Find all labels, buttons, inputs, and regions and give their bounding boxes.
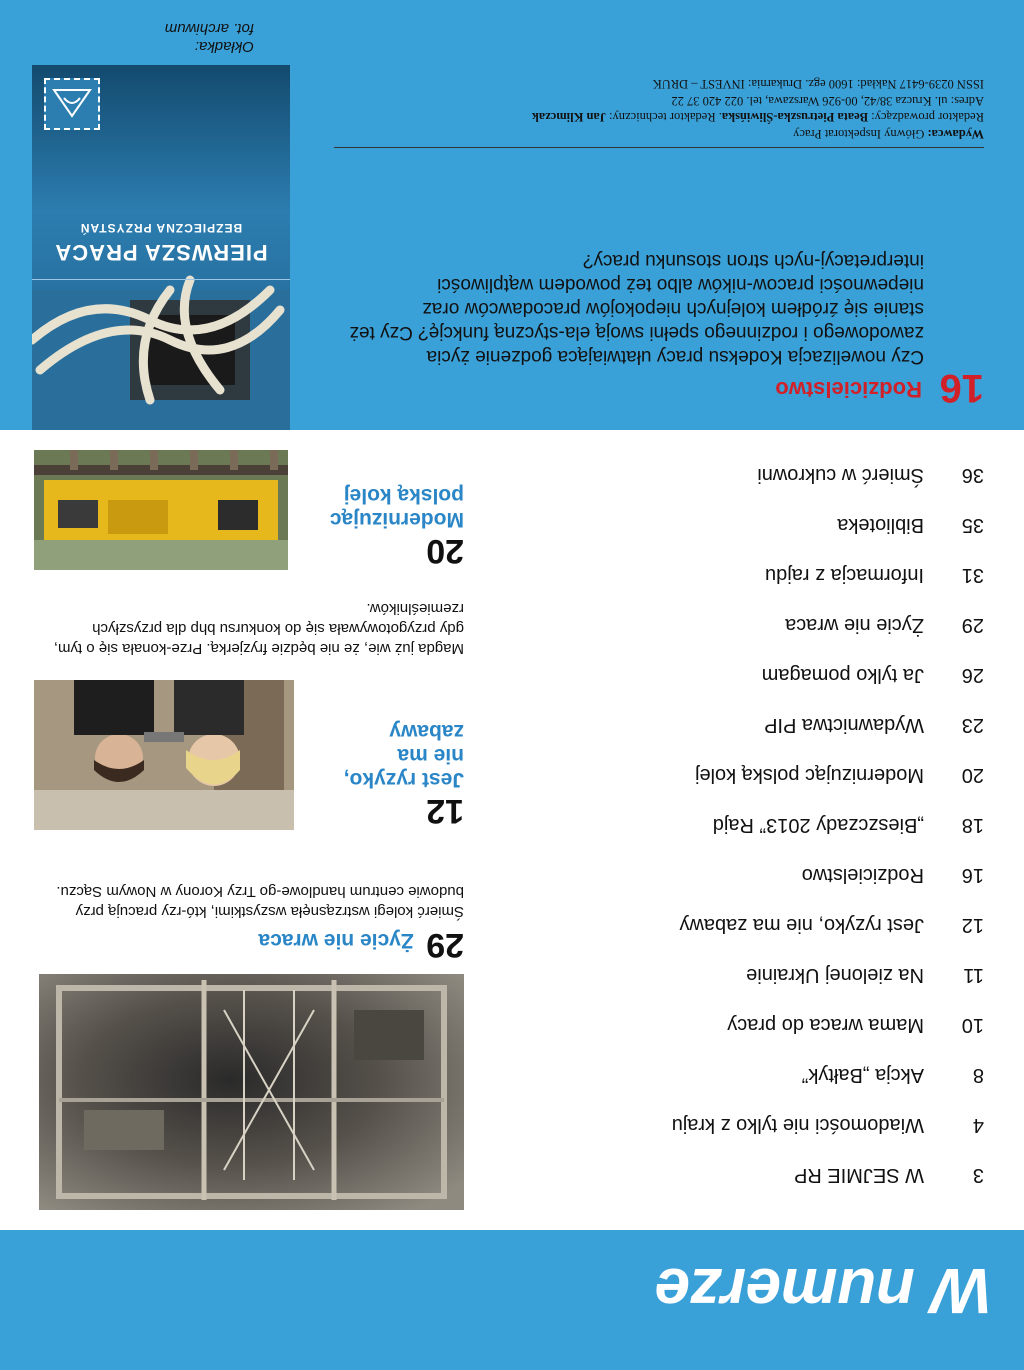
toc-page-number: 36: [961, 464, 984, 487]
imprint: Wydawca: Główny Inspektorat Pracy Redaktor prowadzący: Beata Pietruszka-Śliwińska. Redaktor techniczny: Jan Klimczak Adres: ul. Krucza 38/42, 00-926 Warszawa, tel. 022 420 37 22 ISSN 0239-6417 Nakład: 1600 egz. Drukarnia: INVEST – DRUK: [324, 76, 984, 142]
cover-image: [32, 65, 290, 430]
hairdresser-photo: [34, 680, 294, 830]
toc-title: Ja tylko pomagam: [761, 664, 924, 687]
construction-site-photo: [39, 974, 464, 1210]
editor-label: Redaktor prowadzący:: [871, 110, 984, 125]
toc-page-number: 11: [963, 964, 984, 987]
toc-page-number: 10: [961, 1014, 984, 1037]
feature-20: [34, 440, 464, 570]
toc-page-number: 12: [961, 914, 984, 937]
toc-title: Wiadomości nie tylko z kraju: [671, 1114, 924, 1137]
feature-title-line: polską kolej: [343, 484, 464, 507]
toc-page-number: 18: [961, 814, 984, 837]
toc-page-number: 26: [961, 664, 984, 687]
cover-subtitle: BEZPIECZNA PRZYSTAŃ: [79, 221, 243, 235]
tech-editor-label: Redaktor techniczny:: [609, 110, 716, 125]
toc-page-number: 4: [972, 1114, 984, 1137]
toc-page-number: 35: [961, 514, 984, 537]
toc-title: Biblioteka: [837, 514, 924, 537]
toc-page-number: 29: [961, 614, 984, 637]
toc-title: Jest ryzyko, nie ma zabawy: [679, 914, 924, 937]
toc-title: Rodzicielstwo: [801, 864, 924, 887]
toc-title: Modernizując polską kolej: [694, 764, 924, 787]
toc-title: Śmierć w cukrowni: [757, 464, 924, 487]
feature-page-number: 12: [426, 792, 464, 830]
feature-page-number: 29: [426, 926, 464, 964]
toc-page-number: 20: [961, 764, 984, 787]
editor-name: Beata Pietruszka-Śliwińska: [721, 110, 869, 125]
railway-machine-photo: [34, 450, 288, 570]
toc-page-number: 23: [961, 714, 984, 737]
cover-caption-credit: fot. archiwum: [164, 20, 254, 37]
page-title: W numerze: [655, 1255, 992, 1327]
tech-editor-name: Jan Klimczak: [531, 110, 606, 125]
toc-title: W SEJMIE RP: [793, 1164, 924, 1187]
toc-page-number: 8: [972, 1064, 984, 1087]
toc-title: Wydawnictwa PIP: [764, 714, 924, 737]
toc-title: Akcja „Bałtyk”: [801, 1064, 924, 1087]
feature-page-number: 16: [939, 366, 984, 410]
toc-title: Na zielonej Ukrainie: [746, 964, 924, 987]
toc-title: Życie nie wraca: [785, 614, 924, 637]
feature-title: Rodzicielstwo: [775, 377, 922, 402]
toc-title: Informacja z rajdu: [765, 564, 924, 587]
feature-title-line: Modernizując: [329, 508, 464, 531]
publisher-name: Główny Inspektorat Pracy: [793, 127, 925, 141]
toc-page-number: 3: [972, 1164, 984, 1187]
feature-description: Czy nowelizacja Kodeksu pracy ułatwiająca godzenie życia zawodowego i rodzinnego spełni swoją ela-styczną funkcję? Czy też stanie się źródłem kolejnych niepokojów pracodawców oraz niepewności pracow-ników albo też powodem wątpliwości interpretacyj-nych stron stosunku pracy?: [349, 250, 924, 367]
toc-page-number: 16: [961, 864, 984, 887]
cover-caption: [165, 19, 254, 55]
feature-page-number: 20: [426, 532, 464, 570]
toc-title: „Bieszczady 2013” Rajd: [712, 814, 924, 837]
feature-title-line: Jest ryzyko,: [343, 768, 464, 791]
address: Adres: ul. Krucza 38/42, 00-926 Warszawa, tel. 022 420 37 22: [671, 94, 984, 108]
cover-title: PIERWSZA PRACA: [54, 240, 268, 265]
feature-description: Śmierć kolegi wstrząsnęła wszystkimi, któ-rzy pracują przy budowie centrum handlowe-go Trzy Korony w Nowym Sączu.: [56, 883, 464, 920]
publisher-label: Wydawca:: [927, 127, 984, 141]
toc-title: Mama wraca do pracy: [727, 1014, 924, 1037]
feature-title-line: nie ma: [397, 744, 464, 767]
stamp-icon: [44, 78, 100, 130]
feature-title: Życie nie wraca: [258, 929, 414, 952]
feature-title-line: zabawy: [389, 720, 464, 743]
cover-caption-label: Okładka:: [194, 38, 254, 55]
feature-description: Magda już wie, że nie będzie fryzjerką. Prze-konała się o tym, gdy przygotowywała się do konkursu bhp dla przyszłych rzemieślników.: [53, 600, 464, 657]
header-band: [0, 1230, 1024, 1370]
issn-line: ISSN 0239-6417 Nakład: 1600 egz. Drukarnia: INVEST – DRUK: [652, 77, 984, 92]
divider: [334, 147, 984, 148]
toc-page-number: 31: [961, 564, 984, 587]
